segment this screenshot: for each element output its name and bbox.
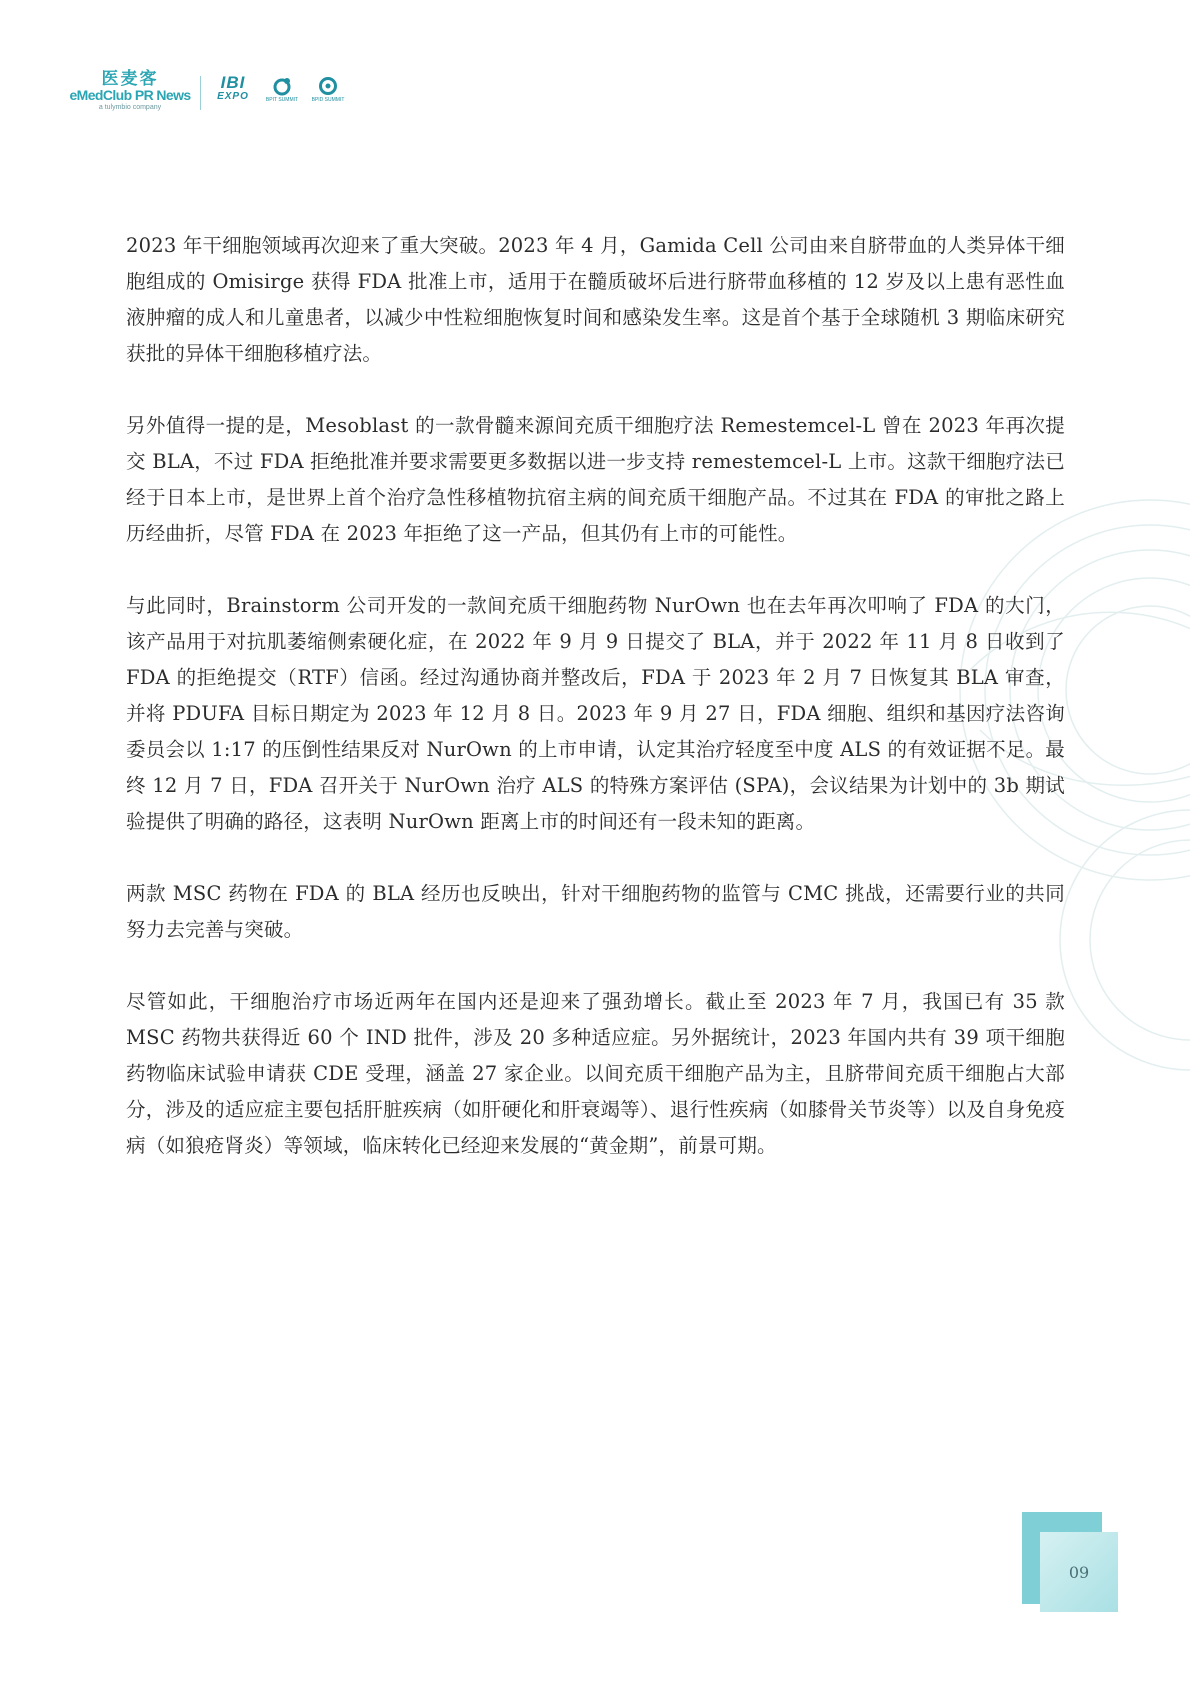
page-number-box (1040, 1532, 1118, 1612)
article-body (126, 228, 1065, 1200)
bpid-summit-name: BPID SUMMIT (311, 97, 345, 103)
page-number: 09 (1068, 1562, 1090, 1582)
paragraph-remestemcel: 另外值得一提的是，Mesoblast 的一款骨髓来源间充质干细胞疗法 Remestemcel-L 曾在 2023 年再次提交 BLA，不过 FDA 拒绝批准并要求需要更多数据以进一步支持 remestemcel-L 上市。这款干细胞疗法已经于日本上市，是世界上首个治疗急性移植物抗宿主病的间充质干细胞产品。不过其在 FDA 的审批之路上历经曲折，尽管 FDA 在 2023 年拒绝了这一产品，但其仍有上市的可能性。 (126, 414, 1065, 545)
paragraph-msc-bla: 两款 MSC 药物在 FDA 的 BLA 经历也反映出，针对干细胞药物的监管与 CMC 挑战，还需要行业的共同努力去完善与突破。 (126, 882, 1065, 941)
bpid-summit-logo (309, 76, 347, 103)
brand-name-cn: 医麦客 (101, 69, 159, 89)
paragraph-omisirge: 2023 年干细胞领域再次迎来了重大突破。2023 年 4 月，Gamida Cell 公司由来自脐带血的人类异体干细胞组成的 Omisirge 获得 FDA 批准上市，适用于在髓质破坏后进行脐带血移植的 12 岁及以上患有恶性血液肿瘤的成人和儿童患者，以减少中性粒细胞恢复时间和感染发生率。这是首个基于全球随机 3 期临床研究获批的异体干细胞移植疗法。 (126, 234, 1065, 365)
page-header (66, 70, 347, 114)
emedclub-logo (66, 70, 194, 112)
expo-logo-bottom: EXPO (217, 91, 249, 102)
paragraph-china-market: 尽管如此，干细胞治疗市场近两年在国内还是迎来了强劲增长。截止至 2023 年 7 月，我国已有 35 款 MSC 药物共获得近 60 个 IND 批件，涉及 20 多种适应症。另外据统计，2023 年国内共有 39 项干细胞药物临床试验申请获 CDE 受理，涵盖 27 家企业。以间充质干细胞产品为主，且脐带间充质干细胞占大部分，涉及的适应症主要包括肝脏疾病（如肝硬化和肝衰竭等）、退行性疾病（如膝骨关节炎等）以及自身免疫病（如狼疮肾炎）等领域，临床转化已经迎来发展的“黄金期”，前景可期。 (126, 990, 1065, 1157)
bpit-summit-icon (272, 76, 292, 96)
ibi-expo-logo (211, 74, 255, 102)
header-divider (200, 76, 201, 110)
brand-name-en: eMedClub PR News (69, 87, 191, 103)
expo-logo-top: IBI (220, 73, 246, 92)
paragraph-nurown: 与此同时，Brainstorm 公司开发的一款间充质干细胞药物 NurOwn 也在去年再次叩响了 FDA 的大门，该产品用于对抗肌萎缩侧索硬化症，在 2022 年 9 月 9 日提交了 BLA，并于 2022 年 11 月 8 日收到了 FDA 的拒绝提交（RTF）信函。经过沟通协商并整改后，FDA 于 2023 年 2 月 7 日恢复其 BLA 审查，并将 PDUFA 目标日期定为 2023 年 12 月 8 日。2023 年 9 月 27 日，FDA 细胞、组织和基因疗法咨询委员会以 1:17 的压倒性结果反对 NurOwn 的上市申请，认定其治疗轻度至中度 ALS 的有效证据不足。最终 12 月 7 日，FDA 召开关于 NurOwn 治疗 ALS 的特殊方案评估 (SPA)，会议结果为计划中的 3b 期试验提供了明确的路径，这表明 NurOwn 距离上市的时间还有一段未知的距离。 (126, 594, 1065, 833)
bpid-summit-icon (318, 76, 338, 96)
bpit-summit-name: BPIT SUMMIT (265, 97, 299, 103)
brand-tagline: a tulymbio company (98, 104, 162, 111)
bpit-summit-logo (263, 76, 301, 103)
